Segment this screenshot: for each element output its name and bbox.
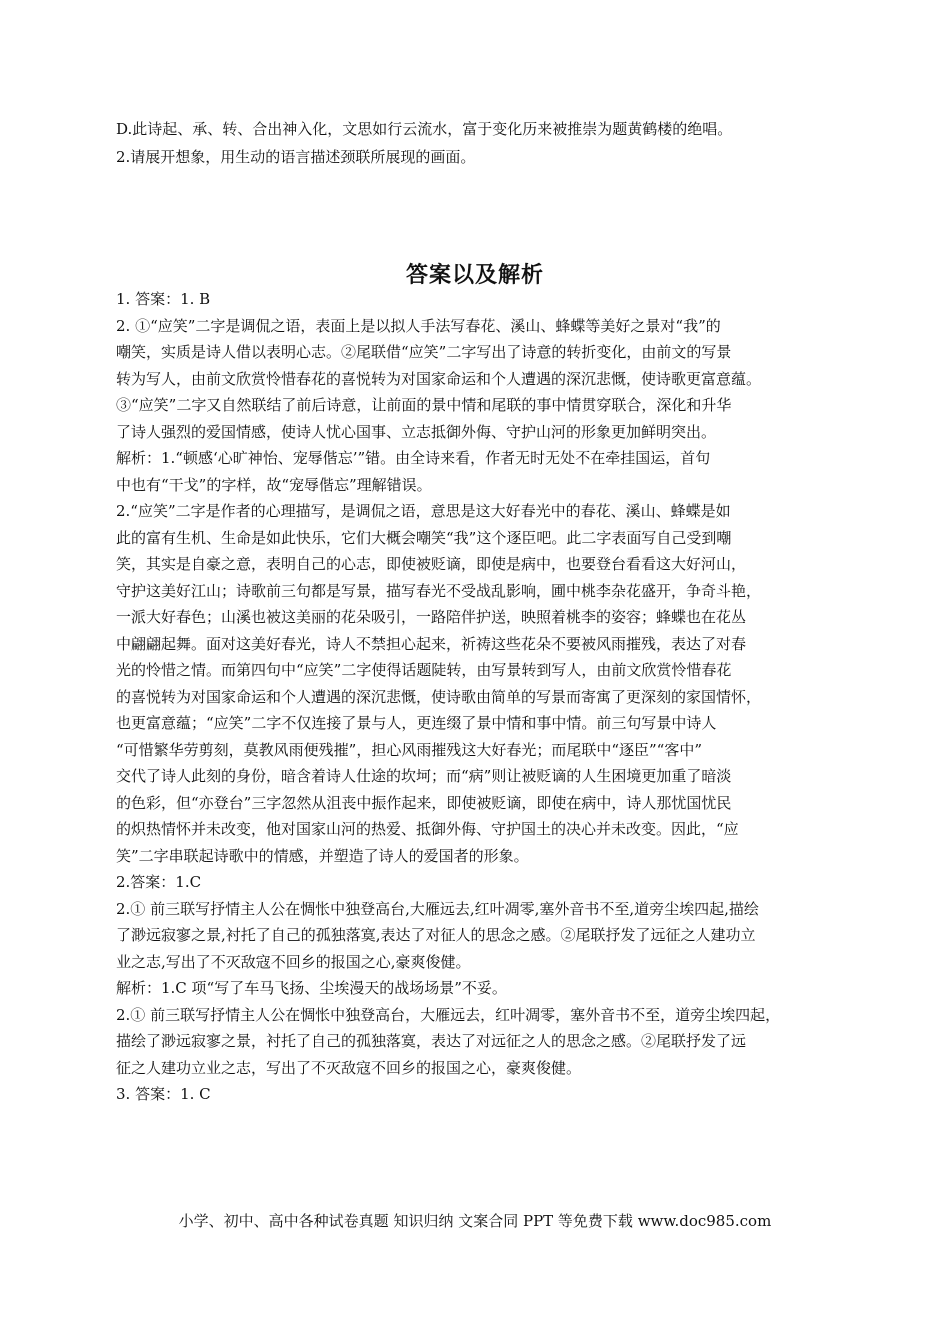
answer-text-line: 的炽热情怀并未改变，他对国家山河的热爱、抵御外侮、守护国土的决心并未改变。因此，“应 xyxy=(116,820,739,838)
answer-text-line: 守护这美好江山；诗歌前三句都是写景，描写春光不受战乱影响，圃中桃李杂花盛开，争奇斗艳， xyxy=(116,581,762,600)
answer-text-line: 交代了诗人此刻的身份，暗含着诗人仕途的坎坷；而“病”则让被贬谪的人生困境更加重了暗淡 xyxy=(116,767,732,785)
answer-text-line: 此的富有生机、生命是如此快乐，它们大概会嘲笑“我”这个逐臣吧。此二字表面写自己受到嘲 xyxy=(116,528,732,547)
page-footer: 小学、初中、高中各种试卷真题 知识归纳 文案合同 PPT 等免费下载 www.doc985.com xyxy=(178,1212,772,1230)
answer-text-line: 的色彩，但“亦登台”三字忽然从沮丧中振作起来，即使被贬谪，即使在病中，诗人那忧国忧民 xyxy=(116,793,732,812)
answer-text-line: 1. 答案：1. B xyxy=(116,290,211,308)
answer-text-line: 中翩翩起舞。面对这美好春光，诗人不禁担心起来，祈祷这些花朵不要被风雨摧残，表达了对春 xyxy=(116,634,747,653)
answer-text-line: 笑”二字串联起诗歌中的情感，并塑造了诗人的爱国者的形象。 xyxy=(116,846,529,865)
answer-section-title: 答案以及解析 xyxy=(405,263,544,288)
answer-text-line: 一派大好春色；山溪也被这美丽的花朵吸引，一路陪伴护送，映照着桃李的姿容；蜂蝶也在花丛 xyxy=(116,608,747,626)
answer-text-line: 光的怜惜之情。而第四句中“应笑”二字使得话题陡转，由写景转到写人，由前文欣赏怜惜春花 xyxy=(116,661,732,679)
answer-text-line: 笑，其实是自豪之意，表明自己的心志，即使被贬谪，即使是病中，也要登台看看这大好河山， xyxy=(116,555,747,573)
answer-text-line: 解析：1.C 项“写了车马飞扬、尘埃漫天的战场场景”不妥。 xyxy=(116,979,507,997)
question-2-line: 2.请展开想象，用生动的语言描述颈联所展现的画面。 xyxy=(116,148,476,166)
answer-text-line: 2. ①“应笑”二字是调侃之语，表面上是以拟人手法写春花、溪山、蜂蝶等美好之景对“我”的 xyxy=(116,316,721,335)
question-continuation xyxy=(116,116,836,172)
answer-text-line: 2.答案：1.C xyxy=(116,873,202,891)
answer-text-line: 了诗人强烈的爱国情感，使诗人忧心国事、立志抵御外侮、守护山河的形象更加鲜明突出。 xyxy=(116,422,717,441)
answer-text-line: “可惜繁华劳剪刻，莫教风雨便残摧”，担心风雨摧残这大好春光；而尾联中“逐臣”“客中” xyxy=(116,740,703,759)
answer-text-line: 转为写人，由前文欣赏怜惜春花的喜悦转为对国家命运和个人遭遇的深沉悲慨，使诗歌更富意蕴。 xyxy=(116,369,762,388)
answer-text-line: 了渺远寂寥之景,衬托了自己的孤独落寞,表达了对征人的思念之感。②尾联抒发了远征之人建功立 xyxy=(116,926,756,944)
answer-text-line: 2.① 前三联写抒情主人公在惆怅中独登高台，大雁远去，红叶凋零，塞外音书不至，道旁尘埃四起， xyxy=(116,1005,781,1024)
answer-text-line: ③“应笑”二字又自然联结了前后诗意，让前面的景中情和尾联的事中情贯穿联合，深化和升华 xyxy=(116,396,732,414)
answer-text-line: 征之人建功立业之志，写出了不灭敌寇不回乡的报国之心，豪爽俊健。 xyxy=(116,1058,582,1077)
answer-text-line: 也更富意蕴；“应笑”二字不仅连接了景与人，更连缀了景中情和事中情。前三句写景中诗人 xyxy=(116,714,717,732)
answer-text-line: 的喜悦转为对国家命运和个人遭遇的深沉悲慨，使诗歌由简单的写景而寄寓了更深刻的家国情怀， xyxy=(116,687,762,706)
answer-text-line: 解析：1.“顿感‘心旷神怡、宠辱偕忘’”错。由全诗来看，作者无时无处不在牵挂国运，首句 xyxy=(116,449,711,467)
answer-body xyxy=(116,286,836,1108)
answer-text-line: 嘲笑，实质是诗人借以表明心志。②尾联借“应笑”二字写出了诗意的转折变化，由前文的写景 xyxy=(116,343,732,361)
answer-text-line: 2.“应笑”二字是作者的心理描写，是调侃之语，意思是这大好春光中的春花、溪山、蜂蝶是如 xyxy=(116,502,731,520)
answer-text-line: 描绘了渺远寂寥之景，衬托了自己的孤独落寞，表达了对远征之人的思念之感。②尾联抒发了远 xyxy=(116,1032,747,1050)
answer-text-line: 2.① 前三联写抒情主人公在惆怅中独登高台,大雁远去,红叶凋零,塞外音书不至,道旁尘埃四起,描绘 xyxy=(116,899,759,918)
answer-text-line: 中也有“干戈”的字样，故“宠辱偕忘”理解错误。 xyxy=(116,475,432,494)
option-d-line: D.此诗起、承、转、合出神入化，文思如行云流水，富于变化历来被推崇为题黄鹤楼的绝唱。 xyxy=(116,120,733,138)
answer-text-line: 业之志,写出了不灭敌寇不回乡的报国之心,豪爽俊健。 xyxy=(116,952,471,971)
answer-text-line: 3. 答案：1. C xyxy=(116,1085,211,1103)
